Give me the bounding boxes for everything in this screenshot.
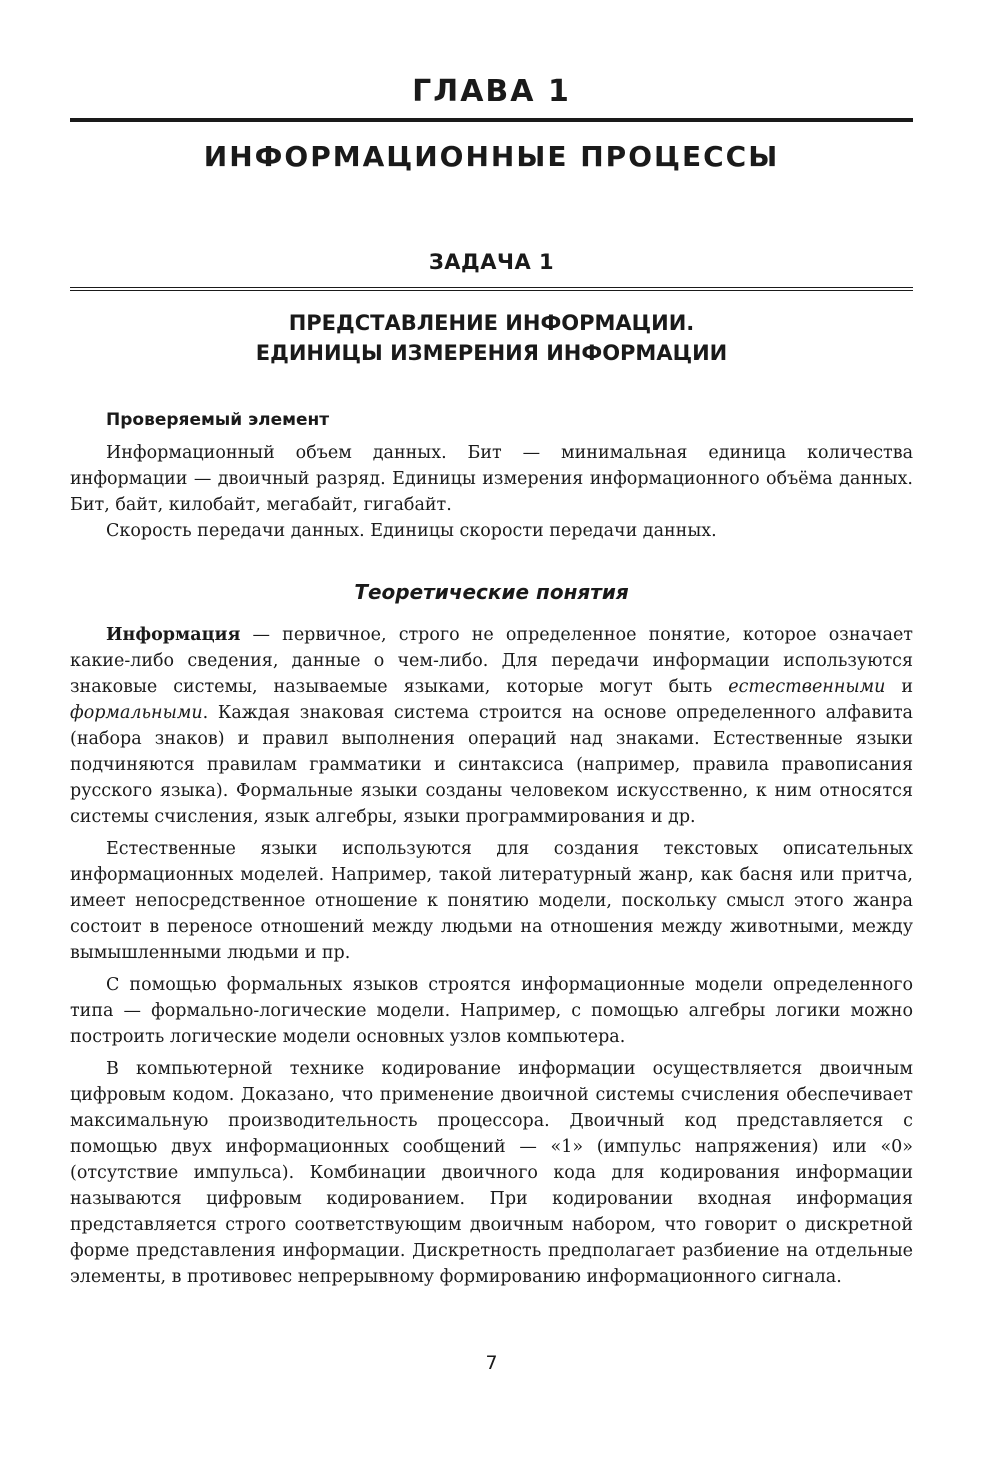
- task-label: ЗАДАЧА 1: [428, 250, 555, 274]
- chapter-label: ГЛАВА 1: [412, 74, 571, 109]
- checked-element-paragraph-1: Информационный объем данных. Бит — минимальная единица количества информации — двоичный разряд. Единицы измерения информационного объёма данных. Бит, байт, килобайт, мегабайт, гигабайт.: [70, 443, 913, 515]
- theory-paragraph-4: В компьютерной технике кодирование информации осуществляется двоичным цифровым кодом. Доказано, что применение двоичной системы счисления обеспечивает максимальную производительность процессора. Двоичный код представляется с помощью двух информационных сообщений — «1» (импульс напряжения) или «0» (отсутствие импульса). Комбинации двоичного кода для кодирования информации называются цифровым кодированием. При кодировании входная информация представляется строго соответствующим двоичным набором, что говорит о дискретной форме представления информации. Дискретность предполагает разбиение на отдельные элементы, в противовес непрерывному формированию информационного сигнала.: [70, 1059, 913, 1287]
- page-number: 7: [485, 1352, 498, 1374]
- p1-emphasis-natural: естественными: [728, 677, 886, 697]
- theory-paragraph-1: [70, 622, 913, 830]
- theory-paragraph-3: С помощью формальных языков строятся информационные модели определенного типа — формально-логические модели. Например, с помощью алгебры логики можно построить логические модели основных узлов компьютера.: [70, 975, 913, 1047]
- checked-element-text: [70, 440, 913, 544]
- task-title: [70, 308, 913, 368]
- theory-body: [70, 622, 913, 1290]
- chapter-title: ИНФОРМАЦИОННЫЕ ПРОЦЕССЫ: [203, 140, 780, 173]
- checked-element-heading: Проверяемый элемент: [106, 410, 330, 430]
- checked-element-paragraph-2: Скорость передачи данных. Единицы скорости передачи данных.: [106, 521, 717, 541]
- task-title-line-2: ЕДИНИЦЫ ИЗМЕРЕНИЯ ИНФОРМАЦИИ: [255, 341, 728, 365]
- task-divider: [70, 287, 913, 291]
- p1-part-1: — первичное, строго не определенное понятие, которое означает какие-либо сведения, данные о чем-либо. Для передачи информации используются знаковые системы, называемые языками, которые могут быть: [70, 625, 913, 697]
- term-information: Информация: [106, 625, 241, 645]
- chapter-divider: [70, 118, 913, 122]
- task-title-line-1: ПРЕДСТАВЛЕНИЕ ИНФОРМАЦИИ.: [288, 311, 695, 335]
- theory-heading: Теоретические понятия: [354, 580, 629, 604]
- p1-part-3: . Каждая знаковая система строится на основе определенного алфавита (набора знаков) и правил выполнения операций над знаками. Естественные языки подчиняются правилам грамматики и синтаксиса (например, правила правописания русского языка). Формальные языки созданы человеком искусственно, к ним относятся системы счисления, язык алгебры, языки программирования и др.: [70, 703, 913, 827]
- p1-part-2: и: [885, 677, 913, 697]
- p1-emphasis-formal: формальными: [70, 703, 203, 723]
- theory-paragraph-2: Естественные языки используются для создания текстовых описательных информационных моделей. Например, такой литературный жанр, как басня или притча, имеет непосредственное отношение к понятию модели, поскольку смысл этого жанра состоит в переносе отношений между людьми на отношения между животными, между вымышленными людьми и пр.: [70, 839, 913, 963]
